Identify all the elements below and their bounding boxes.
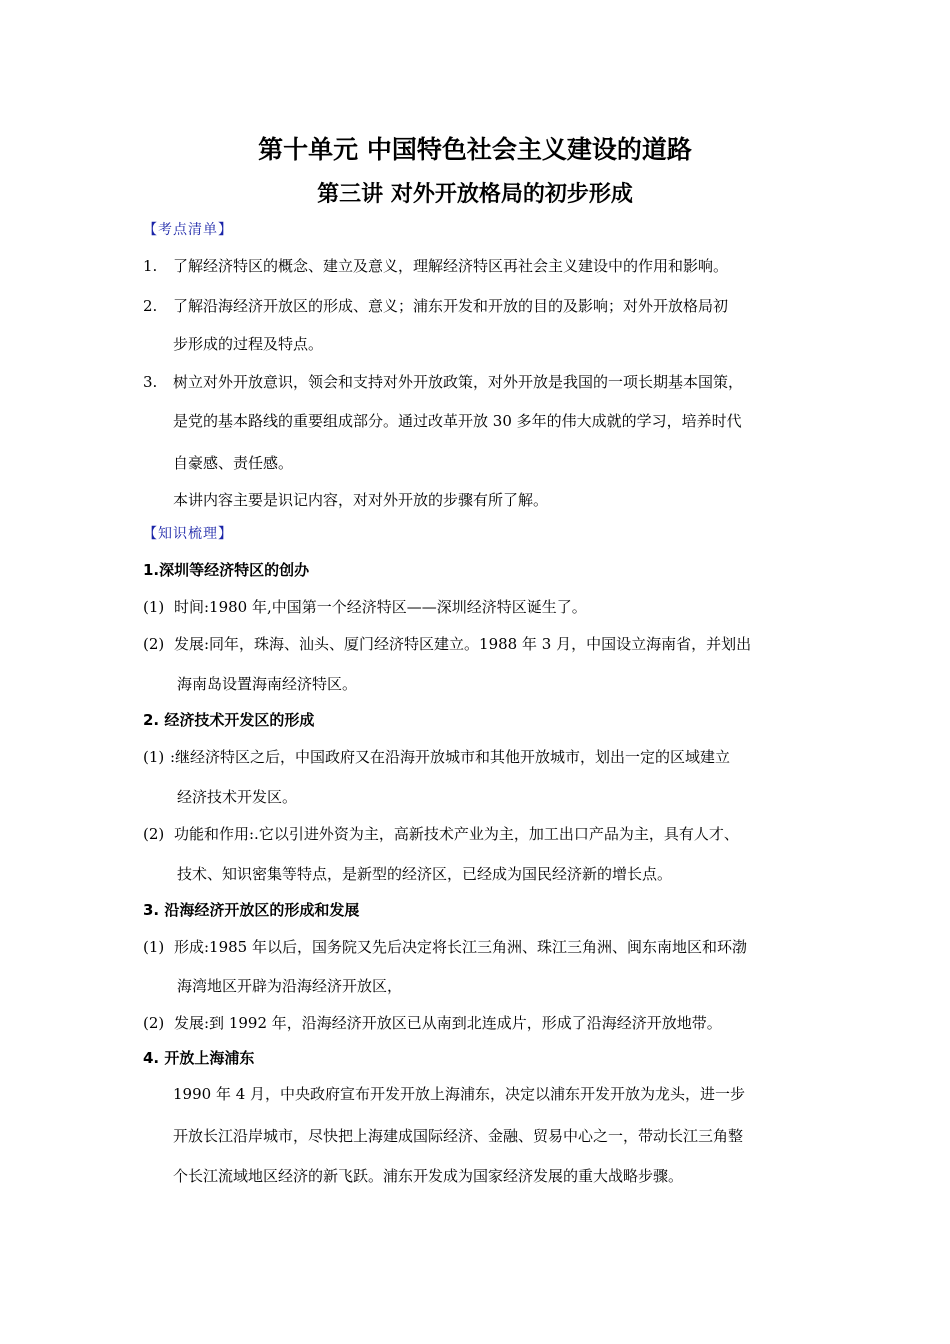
section-4-paragraph-line-1: 1990 年 4 月，中央政府宣布开发开放上海浦东，决定以浦东开发开放为龙头，进一步 xyxy=(173,1085,746,1103)
section-1-item-2-line-2: 海南岛设置海南经济特区。 xyxy=(177,675,358,693)
section-2-heading: 2. 经济技术开发区的形成 xyxy=(143,711,315,729)
exam-point-3-line-2: 是党的基本路线的重要组成部分。通过改革开放 30 多年的伟大成就的学习，培养时代 xyxy=(173,412,742,430)
section-1-heading: 1.深圳等经济特区的创办 xyxy=(143,561,310,579)
exam-point-3-line-3: 自豪感、责任感。 xyxy=(173,454,294,472)
section-3-item-2-label: (2) xyxy=(143,1014,165,1032)
section-4-heading: 4. 开放上海浦东 xyxy=(143,1049,255,1067)
section-2-item-1-line-2: 经济技术开发区。 xyxy=(177,788,298,806)
exam-point-1-number: 1. xyxy=(143,257,158,275)
section-3-item-2-line-1: 发展:到 1992 年，沿海经济开放区已从南到北连成片，形成了沿海经济开放地带。 xyxy=(174,1014,722,1032)
section-3-item-1-line-2: 海湾地区开辟为沿海经济开放区， xyxy=(177,977,403,995)
section-3-item-1-line-1: 形成:1985 年以后，国务院又先后决定将长江三角洲、珠江三角洲、闽东南地区和环渤 xyxy=(174,938,747,956)
section-3-heading: 3. 沿海经济开放区的形成和发展 xyxy=(143,901,360,919)
page-title: 第十单元 中国特色社会主义建设的道路 xyxy=(258,135,692,164)
section-2-item-1-line-1: :继经济特区之后，中国政府又在沿海开放城市和其他开放城市，划出一定的区域建立 xyxy=(170,748,731,766)
section-2-item-2-line-1: 功能和作用:.它以引进外资为主，高新技术产业为主，加工出口产品为主，具有人才、 xyxy=(174,825,739,843)
exam-point-3-number: 3. xyxy=(143,373,158,391)
section-1-item-1-label: (1) xyxy=(143,598,165,616)
exam-point-3-line-1: 树立对外开放意识，领会和支持对外开放政策，对外开放是我国的一项长期基本国策， xyxy=(173,373,744,391)
exam-point-2-number: 2. xyxy=(143,297,158,315)
page-subtitle: 第三讲 对外开放格局的初步形成 xyxy=(317,182,633,207)
section-1-item-2-line-1: 发展:同年，珠海、汕头、厦门经济特区建立。1988 年 3 月，中国设立海南省，并划出 xyxy=(174,635,752,653)
section-4-paragraph-line-2: 开放长江沿岸城市，尽快把上海建成国际经济、金融、贸易中心之一，带动长江三角整 xyxy=(173,1127,744,1145)
exam-point-2-line-2: 步形成的过程及特点。 xyxy=(173,335,324,353)
exam-point-2-line-1: 了解沿海经济开放区的形成、意义；浦东开发和开放的目的及影响；对外开放格局初 xyxy=(173,297,729,315)
knowledge-tag: 【知识梳理】 xyxy=(143,526,233,542)
exam-point-1-line-1: 了解经济特区的概念、建立及意义，理解经济特区再社会主义建设中的作用和影响。 xyxy=(173,257,729,275)
section-4-paragraph-line-3: 个长江流域地区经济的新飞跃。浦东开发成为国家经济发展的重大战略步骤。 xyxy=(173,1167,684,1185)
exam-points-note: 本讲内容主要是识记内容，对对外开放的步骤有所了解。 xyxy=(173,491,549,509)
section-2-item-2-line-2: 技术、知识密集等特点，是新型的经济区，已经成为国民经济新的增长点。 xyxy=(177,865,673,883)
section-1-item-2-label: (2) xyxy=(143,635,165,653)
section-1-item-1-line-1: 时间:1980 年,中国第一个经济特区——深圳经济特区诞生了。 xyxy=(174,598,587,616)
section-2-item-2-label: (2) xyxy=(143,825,165,843)
exam-points-tag: 【考点清单】 xyxy=(143,222,233,238)
section-3-item-1-label: (1) xyxy=(143,938,165,956)
section-2-item-1-label: (1) xyxy=(143,748,165,766)
